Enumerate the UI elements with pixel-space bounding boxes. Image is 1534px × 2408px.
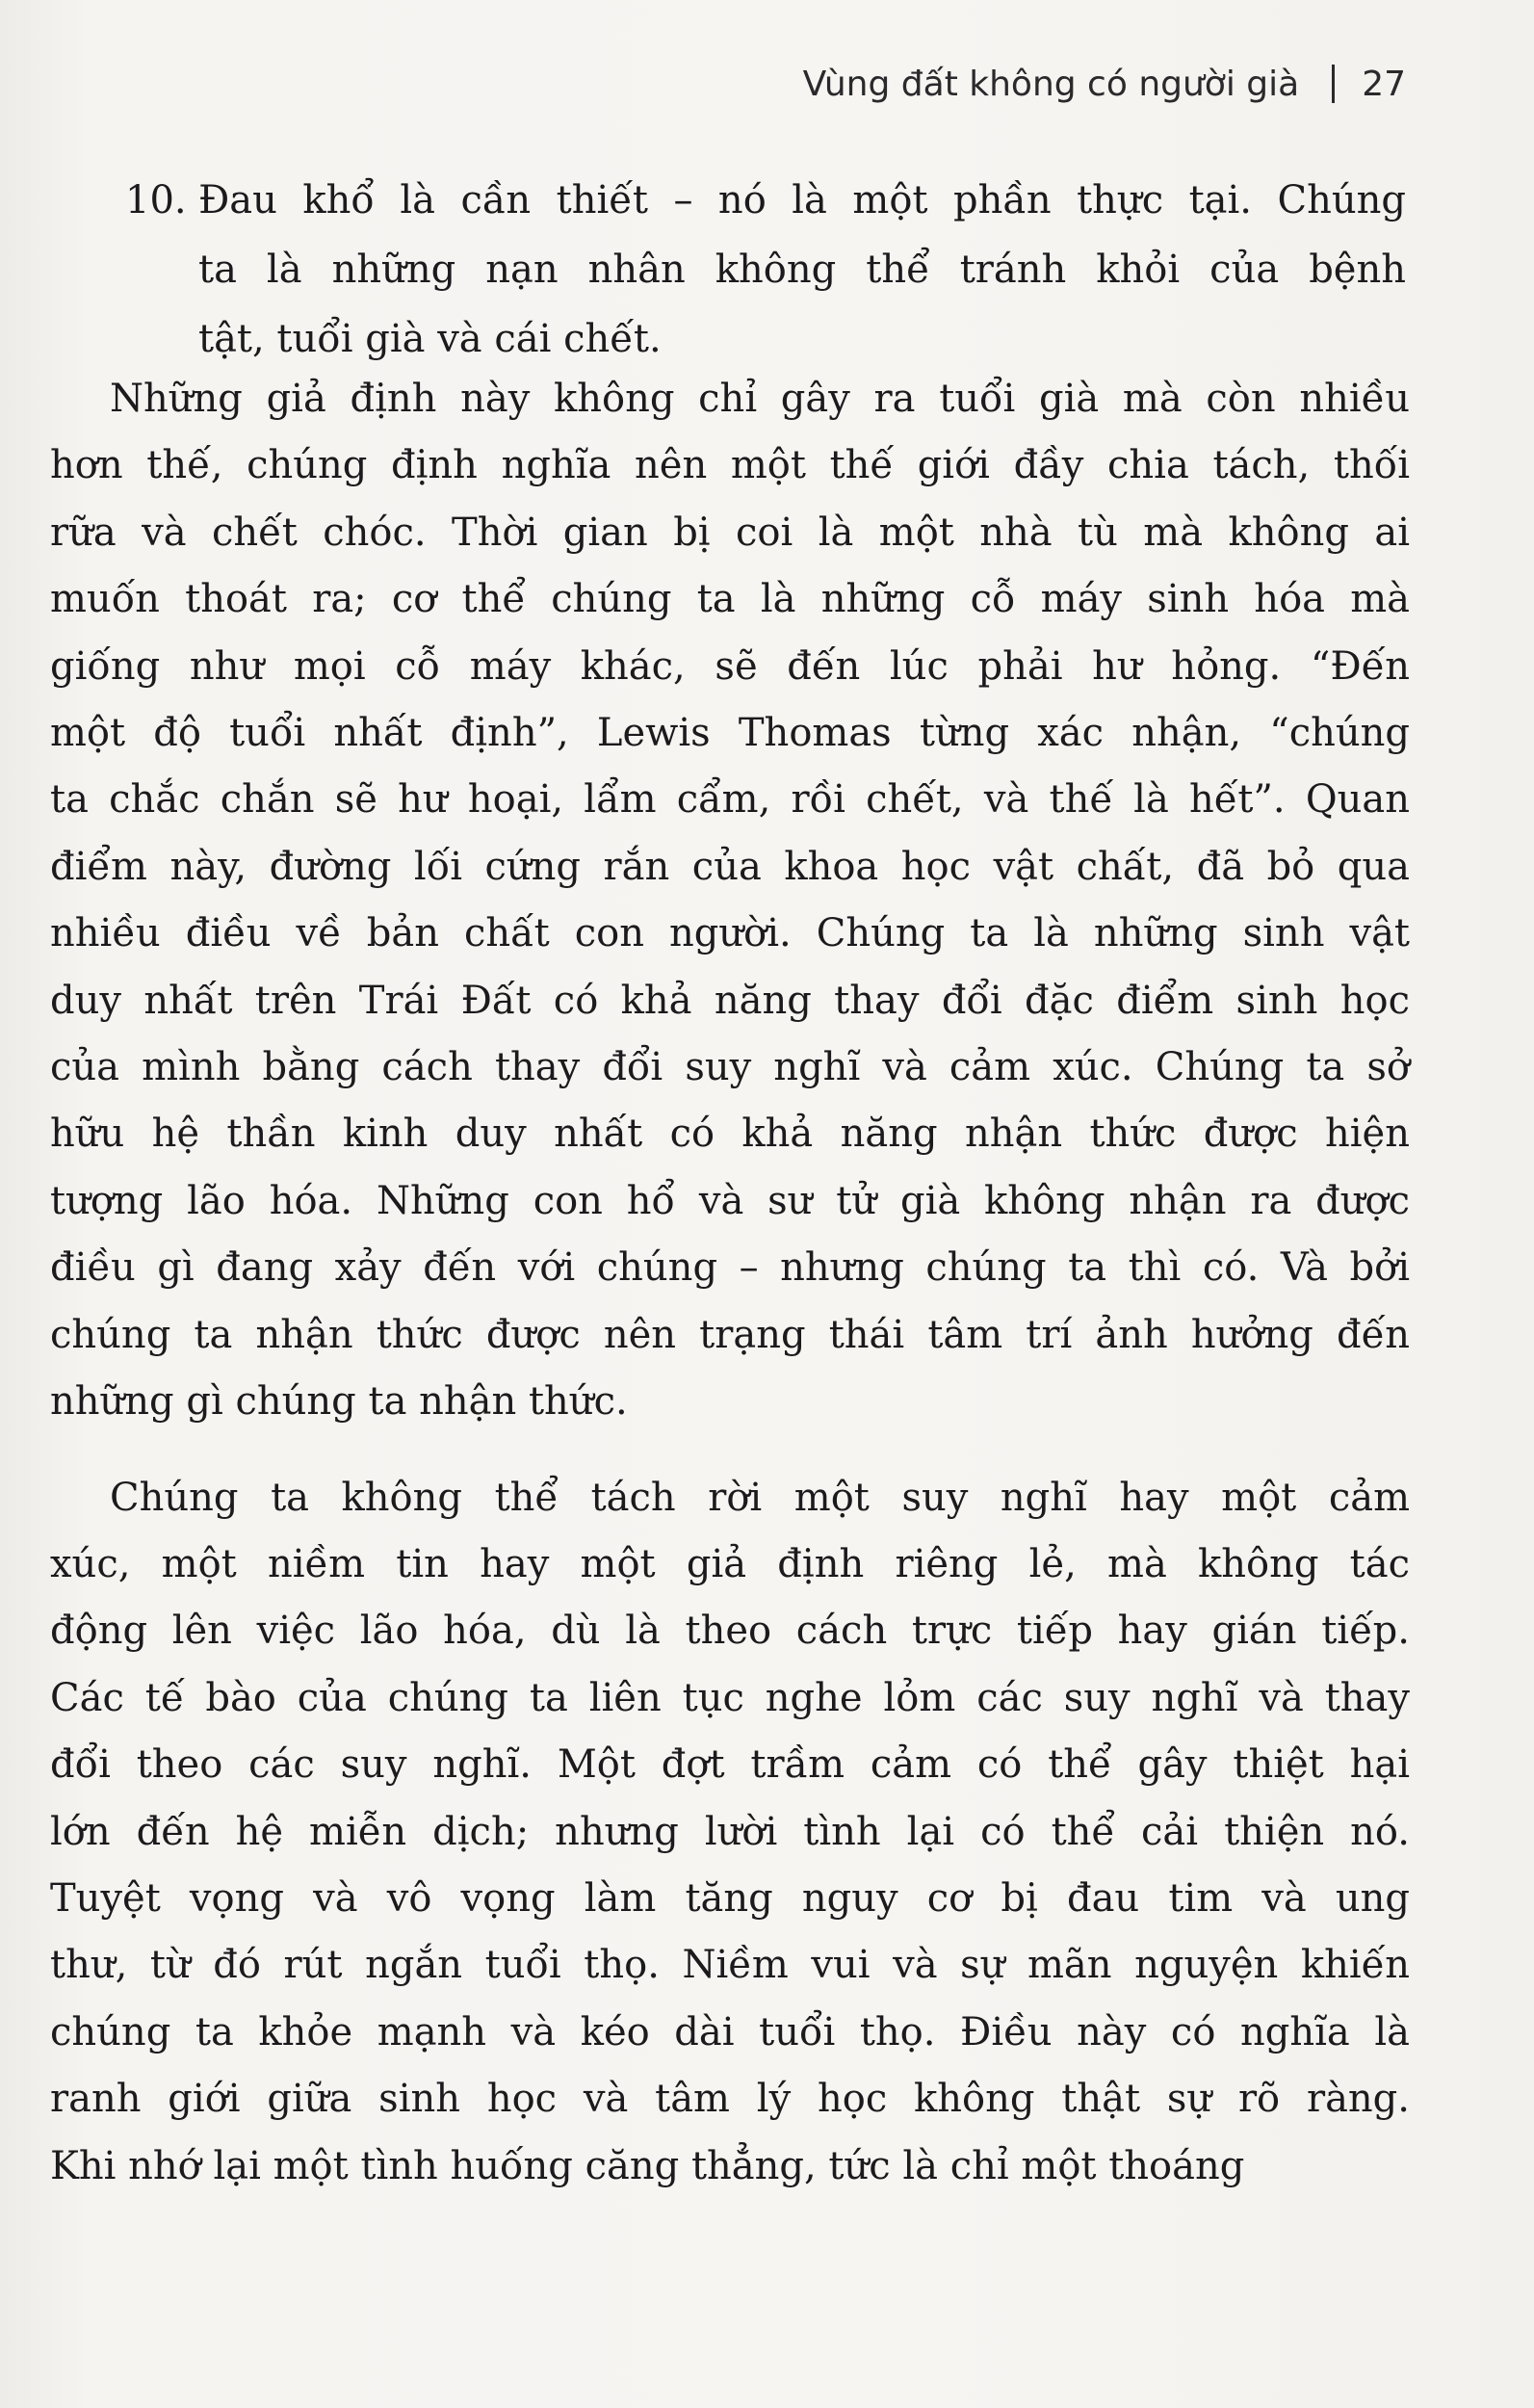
- text-line: đổi theo các suy nghĩ. Một đợt trầm cảm có thể gây thiệt hại: [50, 1742, 1410, 1788]
- text-line: xúc, một niềm tin hay một giả định riêng lẻ, mà không tác: [50, 1541, 1410, 1586]
- text-line: Khi nhớ lại một tình huống căng thẳng, tức là chỉ một thoáng: [50, 2143, 1245, 2188]
- paragraph-2: [50, 1465, 1410, 2200]
- text-line: điểm này, đường lối cứng rắn của khoa học vật chất, đã bỏ qua: [50, 844, 1410, 889]
- text-line: của mình bằng cách thay đổi suy nghĩ và cảm xúc. Chúng ta sở: [50, 1045, 1410, 1090]
- text-line: muốn thoát ra; cơ thể chúng ta là những cỗ máy sinh hóa mà: [50, 577, 1410, 622]
- text-line: động lên việc lão hóa, dù là theo cách trực tiếp hay gián tiếp.: [50, 1609, 1410, 1654]
- running-header: [674, 50, 1406, 118]
- item-line: tật, tuổi già và cái chết.: [198, 317, 662, 361]
- paragraph-gap: [50, 1436, 1410, 1465]
- header-separator: [1332, 65, 1335, 103]
- text-line: Tuyệt vọng và vô vọng làm tăng nguy cơ bị đau tim và ung: [50, 1875, 1410, 1921]
- item-line: ta là những nạn nhân không thể tránh khỏi của bệnh: [198, 248, 1406, 292]
- numbered-item: [125, 166, 1406, 374]
- text-line: Những giả định này không chỉ gây ra tuổi già mà còn nhiều: [110, 377, 1410, 421]
- text-line: giống như mọi cỗ máy khác, sẽ đến lúc phải hư hỏng. “Đến: [50, 643, 1410, 689]
- text-line: rữa và chết chóc. Thời gian bị coi là một nhà tù mà không ai: [50, 510, 1410, 555]
- item-line: Đau khổ là cần thiết – nó là một phần thực tại. Chúng: [198, 178, 1406, 222]
- text-line: hữu hệ thần kinh duy nhất có khả năng nhận thức được hiện: [50, 1112, 1410, 1157]
- text-line: duy nhất trên Trái Đất có khả năng thay đổi đặc điểm sinh học: [50, 978, 1410, 1023]
- text-line: ranh giới giữa sinh học và tâm lý học không thật sự rõ ràng.: [50, 2077, 1410, 2122]
- text-line: thư, từ đó rút ngắn tuổi thọ. Niềm vui và sự mãn nguyện khiến: [50, 1943, 1410, 1988]
- text-line: chúng ta khỏe mạnh và kéo dài tuổi thọ. Điều này có nghĩa là: [50, 2009, 1410, 2055]
- text-line: một độ tuổi nhất định”, Lewis Thomas từng xác nhận, “chúng: [50, 711, 1410, 756]
- text-line: chúng ta nhận thức được nên trạng thái tâm trí ảnh hưởng đến: [50, 1312, 1410, 1357]
- text-line: những gì chúng ta nhận thức.: [50, 1379, 628, 1425]
- text-line: Các tế bào của chúng ta liên tục nghe lỏm các suy nghĩ và thay: [50, 1675, 1410, 1720]
- item-number: 10.: [125, 178, 187, 222]
- text-line: Chúng ta không thể tách rời một suy nghĩ hay một cảm: [110, 1475, 1410, 1520]
- text-line: tượng lão hóa. Những con hổ và sư tử già không nhận ra được: [50, 1178, 1410, 1223]
- page-number: 27: [1362, 64, 1406, 104]
- chapter-title: Vùng đất không có người già: [802, 64, 1300, 104]
- paragraph-1: [50, 366, 1410, 1436]
- body-text: [50, 366, 1410, 2200]
- text-line: nhiều điều về bản chất con người. Chúng ta là những sinh vật: [50, 911, 1410, 956]
- text-line: điều gì đang xảy đến với chúng – nhưng chúng ta thì có. Và bởi: [50, 1245, 1410, 1291]
- text-line: hơn thế, chúng định nghĩa nên một thế giới đầy chia tách, thối: [50, 443, 1410, 488]
- text-line: ta chắc chắn sẽ hư hoại, lẩm cẩm, rồi chết, và thế là hết”. Quan: [50, 777, 1410, 823]
- text-line: lớn đến hệ miễn dịch; nhưng lười tình lại có thể cải thiện nó.: [50, 1809, 1410, 1854]
